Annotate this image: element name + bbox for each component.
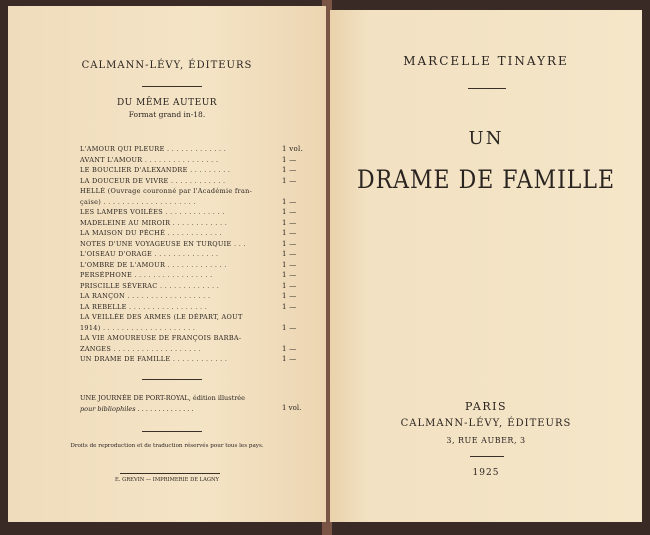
work-title	[80, 197, 276, 207]
volume-count: 1 —	[282, 239, 297, 248]
work-title-text: PRISCILLE SÉVERAC	[80, 281, 158, 290]
work-title	[80, 186, 276, 196]
work-title	[80, 249, 276, 259]
work-entry	[80, 312, 308, 322]
work-entry	[80, 323, 308, 333]
work-title-text: L'OMBRE DE L'AMOUR	[80, 260, 166, 269]
work-entry	[80, 218, 308, 228]
work-entry	[80, 249, 308, 259]
work-title-text: LA REBELLE	[80, 302, 127, 311]
work-title	[80, 302, 276, 312]
work-entry	[80, 344, 308, 354]
work-title	[80, 144, 276, 154]
work-entry	[80, 281, 308, 291]
work-title	[80, 281, 276, 291]
divider	[142, 431, 202, 432]
work-title	[80, 344, 276, 354]
volume-count: 1 —	[282, 281, 297, 290]
work-title-text: LA RANÇON	[80, 292, 126, 300]
divider	[120, 473, 220, 474]
volume-count: 1 —	[282, 344, 297, 353]
work-title	[80, 228, 276, 238]
work-title-text: çaise)	[80, 197, 102, 206]
work-title	[80, 354, 276, 364]
publication-year: 1925	[472, 468, 500, 478]
work-title	[80, 239, 276, 249]
volume-count: 1 —	[282, 292, 297, 300]
leader-dots: . . . . . . . . . . . .	[170, 176, 226, 185]
special-edition-dots: . . . . . . . . . . . . . .	[137, 405, 194, 413]
work-title	[80, 207, 276, 217]
work-title-text: MADELEINE AU MIROIR	[80, 218, 171, 227]
work-entry	[80, 302, 308, 312]
work-entry	[80, 197, 308, 207]
publisher-name: CALMANN-LÉVY, ÉDITEURS	[400, 418, 572, 429]
title-line1: UN	[468, 128, 504, 149]
work-title-text: LES LAMPES VOILÉES	[80, 208, 164, 216]
work-title-text: L'OISEAU D'ORAGE	[80, 250, 153, 258]
work-title	[80, 155, 276, 165]
work-entry	[80, 260, 308, 270]
leader-dots: . . . . . . . . . . . .	[172, 355, 228, 363]
work-entry	[80, 176, 308, 186]
divider	[142, 86, 202, 87]
work-entry	[80, 291, 308, 301]
leader-dots: . . . . . . . . . . . . . . . . . . . .	[102, 323, 196, 332]
work-title-text: ZANGES	[80, 344, 112, 353]
leader-dots: . . . . . . . . . . . . .	[167, 260, 227, 269]
volume-count: 1 —	[282, 355, 297, 363]
work-title	[80, 323, 276, 333]
divider	[142, 379, 202, 380]
divider	[470, 456, 504, 457]
work-title-text: LA DOUCEUR DE VIVRE	[80, 176, 169, 185]
work-entry	[80, 207, 308, 217]
leader-dots: . . . . . . . . . . . . . . . . .	[134, 271, 213, 279]
leader-dots: . . . . . . . . . . . . .	[167, 145, 227, 153]
volume-count: 1 —	[282, 260, 297, 269]
work-entry	[80, 333, 308, 343]
work-title-text: NOTES D'UNE VOYAGEUSE EN TURQUIE	[80, 239, 232, 248]
work-entry	[80, 144, 308, 154]
work-title	[80, 291, 276, 301]
work-title-text: AVANT L'AMOUR	[80, 155, 143, 164]
leader-dots: . . . . . . . . . . . . . . . . .	[129, 302, 208, 311]
left-page	[8, 6, 326, 522]
volume-count: 1 —	[282, 229, 297, 237]
leader-dots: . . . . . . . . . . . . . . . . . . .	[113, 344, 202, 353]
work-entry	[80, 155, 308, 165]
publisher-address: 3, RUE AUBER, 3	[446, 436, 526, 445]
work-entry	[80, 239, 308, 249]
format-note: Format grand in-18.	[128, 110, 206, 119]
work-title	[80, 218, 276, 228]
leader-dots: . . .	[233, 239, 246, 248]
volume-count: 1 —	[282, 271, 297, 279]
volume-count: 1 —	[282, 197, 297, 206]
volume-count: 1 —	[282, 155, 297, 164]
work-title	[80, 165, 276, 175]
rights-notice: Droits de reproduction et de traduction réservés pour tous les pays.	[70, 443, 264, 449]
printer-line: E. GREVIN — IMPRIMERIE DE LAGNY	[115, 477, 219, 483]
work-title	[80, 176, 276, 186]
work-entry	[80, 186, 308, 196]
volume-count: 1 —	[282, 176, 297, 185]
work-title-text: 1914)	[80, 323, 101, 332]
leader-dots: . . . . . . . . . . . . . . . . . . . .	[103, 197, 196, 206]
section-title: DU MÊME AUTEUR	[116, 98, 218, 108]
volume-count: 1 —	[282, 323, 297, 332]
right-page	[330, 10, 642, 522]
work-title	[80, 312, 276, 322]
city: PARIS	[465, 400, 507, 413]
work-title-text: LA VEILLÉE DES ARMES (LE DÉPART, AOUT	[80, 313, 243, 321]
leader-dots: . . . . . . . . . . . . . . . .	[144, 155, 219, 164]
leader-dots: . . . . . . . . . . . .	[172, 218, 228, 227]
work-entry	[80, 228, 308, 238]
work-entry	[80, 165, 308, 175]
publisher-header: CALMANN-LÉVY, ÉDITEURS	[81, 60, 253, 71]
divider	[468, 88, 506, 89]
work-title-text: PERSÉPHONE	[80, 271, 133, 279]
author-name: MARCELLE TINAYRE	[403, 54, 569, 68]
leader-dots: . . . . . . . . .	[190, 166, 231, 174]
work-entry	[80, 270, 308, 280]
work-title-text: HELLÉ (Ouvrage couronné par l'Académie fran-	[80, 187, 253, 195]
special-edition-line1: UNE JOURNÉE DE PORT-ROYAL, édition illustrée	[80, 394, 245, 402]
work-title-text: LA VIE AMOUREUSE DE FRANÇOIS BARBA-	[80, 334, 242, 342]
leader-dots: . . . . . . . . . . . .	[167, 229, 222, 237]
leader-dots: . . . . . . . . . . . . .	[165, 208, 225, 216]
special-edition-vol: 1 vol.	[282, 404, 302, 412]
leader-dots: . . . . . . . . . . . . . . . . . .	[127, 292, 211, 300]
book-title: DRAME DE FAMILLE	[356, 166, 616, 195]
work-title	[80, 333, 276, 343]
work-title	[80, 260, 276, 270]
volume-count: 1 vol.	[282, 145, 304, 153]
volume-count: 1 —	[282, 208, 297, 216]
volume-count: 1 —	[282, 166, 297, 174]
volume-count: 1 —	[282, 250, 297, 258]
work-entry	[80, 354, 308, 364]
work-title	[80, 270, 276, 280]
special-edition-line2: pour bibliophiles	[80, 405, 136, 413]
work-title-text: LE BOUCLIER D'ALEXANDRE	[80, 166, 188, 174]
volume-count: 1 —	[282, 302, 297, 311]
volume-count: 1 —	[282, 218, 297, 227]
leader-dots: . . . . . . . . . . . . . .	[154, 250, 219, 258]
leader-dots: . . . . . . . . . . . . .	[159, 281, 220, 290]
work-title-text: LA MAISON DU PÉCHÉ	[80, 229, 166, 237]
work-title-text: L'AMOUR QUI PLEURE	[80, 145, 165, 153]
work-title-text: UN DRAME DE FAMILLE	[80, 355, 171, 363]
